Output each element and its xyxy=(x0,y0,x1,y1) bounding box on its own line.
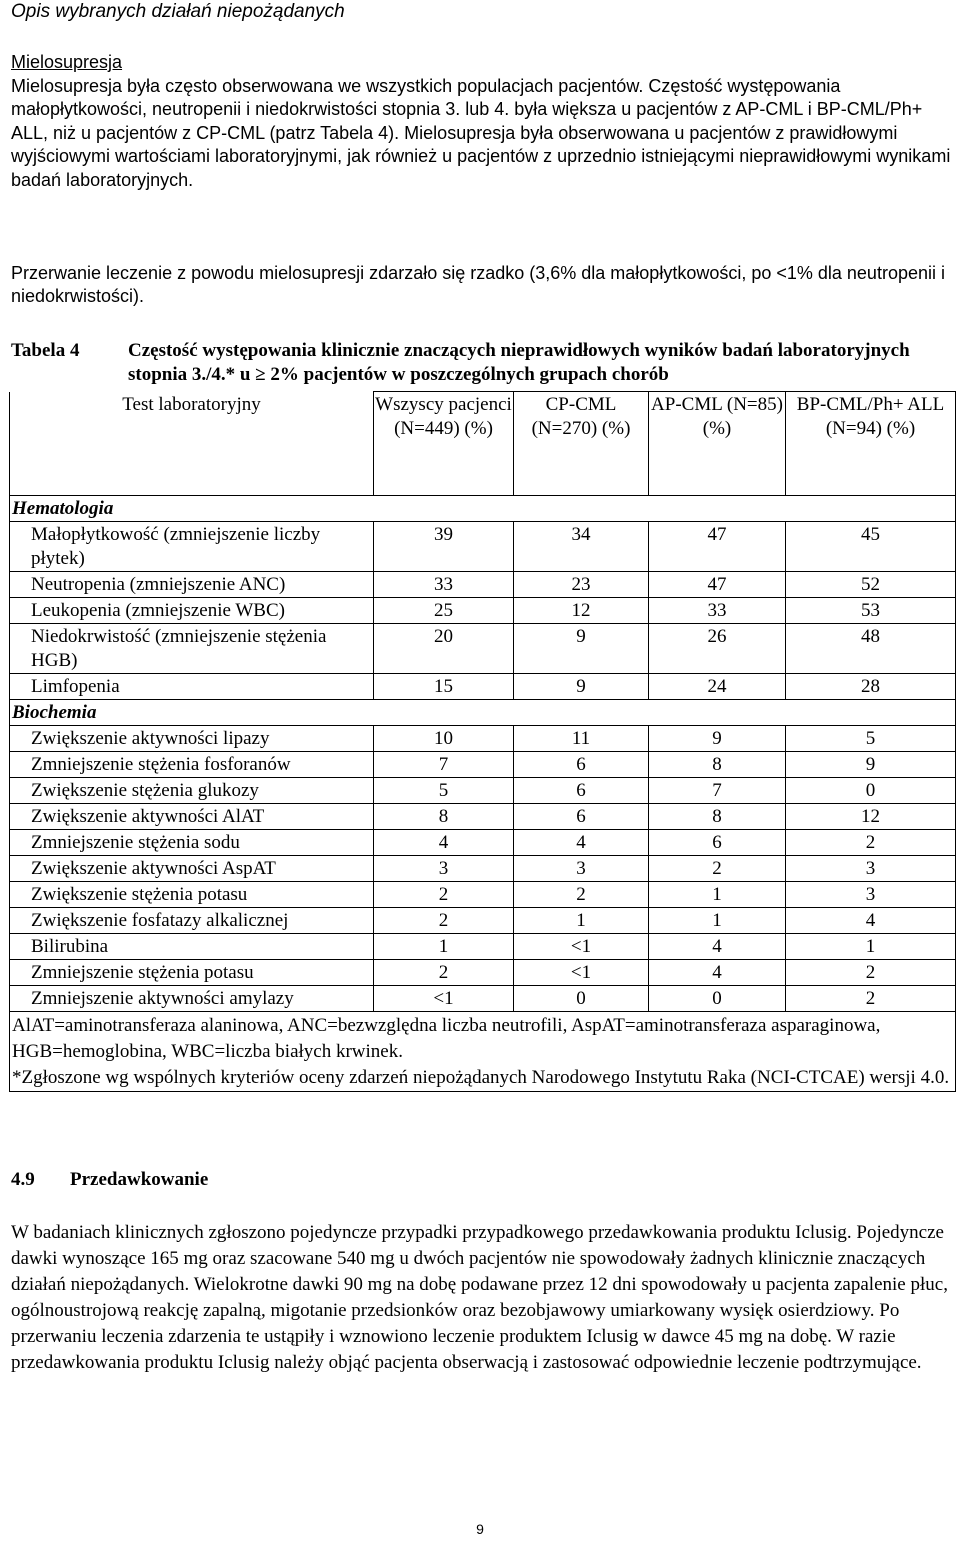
value-cell: 48 xyxy=(786,624,956,674)
lab-test-name: Zwiększenie fosfatazy alkalicznej xyxy=(10,908,374,934)
lab-test-name: Zmniejszenie stężenia potasu xyxy=(10,960,374,986)
value-cell: 47 xyxy=(649,522,786,572)
lab-test-name: Zwiększenie aktywności AlAT xyxy=(10,804,374,830)
section-title: Opis wybranych działań niepożądanych xyxy=(11,1,345,22)
value-cell: 7 xyxy=(374,752,514,778)
lab-test-name: Zwiększenie aktywności lipazy xyxy=(10,726,374,752)
value-cell: 15 xyxy=(374,674,514,700)
lab-abnormalities-table xyxy=(9,391,956,1092)
value-cell: 2 xyxy=(786,960,956,986)
table-group-row xyxy=(10,496,956,522)
value-cell: 3 xyxy=(786,856,956,882)
value-cell: <1 xyxy=(374,986,514,1012)
value-cell: 33 xyxy=(649,598,786,624)
value-cell: 8 xyxy=(374,804,514,830)
value-cell: 2 xyxy=(514,882,649,908)
value-cell: 10 xyxy=(374,726,514,752)
value-cell: 4 xyxy=(649,934,786,960)
table-row xyxy=(10,934,956,960)
table-row xyxy=(10,960,956,986)
myelosuppression-paragraph-1: Mielosupresja była często obserwowana we wszystkich populacjach pacjentów. Częstość występowania małopłytkowości, neutropenii i niedokrwistości stopnia 3. lub 4. była większa u pacjentów z AP-CML i BP-CML/Ph+ ALL, niż u pacjentów z CP-CML (patrz Tabela 4). Mielosupresja była obserwowana u pacjentów z prawidłowymi wyjściowymi wartościami laboratoryjnymi, jak również u pacjentów z uprzednio istniejącymi nieprawidłowymi wynikami badań laboratoryjnych. xyxy=(11,76,951,190)
table-row xyxy=(10,598,956,624)
overdose-paragraph: W badaniach klinicznych zgłoszono pojedyncze przypadki przypadkowego przedawkowania produktu Iclusig. Pojedyncze dawki wynoszące 165 mg oraz szacowane 540 mg u dwóch pacjentów nie spowodowały żadnych klinicznie znaczących działań niepożądanych. Wielokrotne dawki 90 mg na dobę podawane przez 12 dni spowodowały u pacjenta zapalenie płuc, ogólnoustrojową reakcję zapalną, migotanie przedsionków oraz bezobjawowy umiarkowany wysięk osierdziowy. Po przerwaniu leczenia zdarzenia te ustąpiły i wznowiono leczenie produktem Iclusig w dawce 45 mg na dobę. W razie przedawkowania produktu Iclusig należy objąć pacjenta obserwacją i zastosować odpowiednie leczenie podtrzymujące. xyxy=(11,1222,948,1373)
lab-test-name: Zwiększenie stężenia glukozy xyxy=(10,778,374,804)
header-test: Test laboratoryjny xyxy=(10,392,374,496)
value-cell: 3 xyxy=(514,856,649,882)
table-row xyxy=(10,522,956,572)
lab-test-name: Małopłytkowość (zmniejszenie liczby płytek) xyxy=(10,522,374,572)
value-cell: 9 xyxy=(514,674,649,700)
lab-test-name: Niedokrwistość (zmniejszenie stężenia HGB) xyxy=(10,624,374,674)
table-label: Tabela 4 xyxy=(11,340,80,361)
value-cell: <1 xyxy=(514,960,649,986)
value-cell: 2 xyxy=(374,882,514,908)
section-heading-text: Przedawkowanie xyxy=(70,1169,209,1190)
value-cell: 47 xyxy=(649,572,786,598)
value-cell: 52 xyxy=(786,572,956,598)
value-cell: 9 xyxy=(786,752,956,778)
value-cell: 12 xyxy=(786,804,956,830)
header-ap-cml: AP-CML (N=85) (%) xyxy=(649,392,786,496)
value-cell: 3 xyxy=(786,882,956,908)
value-cell: 8 xyxy=(649,804,786,830)
table-row xyxy=(10,624,956,674)
value-cell: 7 xyxy=(649,778,786,804)
group-heading: Biochemia xyxy=(10,700,956,726)
value-cell: 2 xyxy=(786,986,956,1012)
value-cell: 9 xyxy=(649,726,786,752)
lab-test-name: Zmniejszenie stężenia fosforanów xyxy=(10,752,374,778)
lab-test-name: Zwiększenie stężenia potasu xyxy=(10,882,374,908)
value-cell: 8 xyxy=(649,752,786,778)
value-cell: 6 xyxy=(649,830,786,856)
header-all-patients: Wszyscy pacjenci (N=449) (%) xyxy=(374,392,514,496)
lab-test-name: Zmniejszenie aktywności amylazy xyxy=(10,986,374,1012)
value-cell: 12 xyxy=(514,598,649,624)
table-row xyxy=(10,752,956,778)
myelosuppression-heading: Mielosupresja xyxy=(11,52,123,72)
value-cell: 1 xyxy=(786,934,956,960)
lab-test-name: Leukopenia (zmniejszenie WBC) xyxy=(10,598,374,624)
abbreviations-footnote: AlAT=aminotransferaza alaninowa, ANC=bezwzględna liczba neutrofili, AspAT=aminotransferaza asparaginowa, HGB=hemoglobina, WBC=liczba białych krwinek. xyxy=(12,1015,881,1062)
value-cell: 26 xyxy=(649,624,786,674)
table-row xyxy=(10,804,956,830)
value-cell: 39 xyxy=(374,522,514,572)
value-cell: 0 xyxy=(514,986,649,1012)
table-row xyxy=(10,986,956,1012)
lab-test-name: Bilirubina xyxy=(10,934,374,960)
value-cell: 0 xyxy=(649,986,786,1012)
value-cell: 6 xyxy=(514,752,649,778)
table-row xyxy=(10,830,956,856)
value-cell: 23 xyxy=(514,572,649,598)
value-cell: <1 xyxy=(514,934,649,960)
group-heading: Hematologia xyxy=(10,496,956,522)
ctcae-footnote: *Zgłoszone wg wspólnych kryteriów oceny zdarzeń niepożądanych Narodowego Instytutu Raka (NCI-CTCAE) wersji 4.0. xyxy=(12,1067,950,1088)
value-cell: 6 xyxy=(514,804,649,830)
table-row xyxy=(10,572,956,598)
value-cell: 2 xyxy=(786,830,956,856)
lab-test-name: Neutropenia (zmniejszenie ANC) xyxy=(10,572,374,598)
value-cell: 33 xyxy=(374,572,514,598)
value-cell: 5 xyxy=(786,726,956,752)
myelosuppression-paragraph-2: Przerwanie leczenie z powodu mielosupresji zdarzało się rzadko (3,6% dla małopłytkowości, po <1% dla neutropenii i niedokrwistości). xyxy=(11,263,945,307)
value-cell: 4 xyxy=(374,830,514,856)
header-cp-cml: CP-CML (N=270) (%) xyxy=(514,392,649,496)
overdose-heading xyxy=(11,1167,208,1193)
table-row xyxy=(10,778,956,804)
value-cell: 9 xyxy=(514,624,649,674)
page-number: 9 xyxy=(476,1521,484,1537)
value-cell: 0 xyxy=(786,778,956,804)
value-cell: 4 xyxy=(786,908,956,934)
table-footnotes xyxy=(10,1012,956,1092)
lab-test-name: Zmniejszenie stężenia sodu xyxy=(10,830,374,856)
value-cell: 1 xyxy=(649,908,786,934)
value-cell: 4 xyxy=(649,960,786,986)
value-cell: 45 xyxy=(786,522,956,572)
value-cell: 1 xyxy=(514,908,649,934)
table-row xyxy=(10,856,956,882)
value-cell: 1 xyxy=(649,882,786,908)
value-cell: 34 xyxy=(514,522,649,572)
table-row xyxy=(10,674,956,700)
value-cell: 4 xyxy=(514,830,649,856)
value-cell: 3 xyxy=(374,856,514,882)
value-cell: 2 xyxy=(374,908,514,934)
value-cell: 1 xyxy=(374,934,514,960)
value-cell: 5 xyxy=(374,778,514,804)
table-footnote-row xyxy=(10,1012,956,1092)
value-cell: 2 xyxy=(649,856,786,882)
value-cell: 28 xyxy=(786,674,956,700)
lab-test-name: Limfopenia xyxy=(10,674,374,700)
table-row xyxy=(10,726,956,752)
table-group-row xyxy=(10,700,956,726)
table-row xyxy=(10,882,956,908)
value-cell: 25 xyxy=(374,598,514,624)
value-cell: 53 xyxy=(786,598,956,624)
section-number: 4.9 xyxy=(11,1169,35,1190)
lab-test-name: Zwiększenie aktywności AspAT xyxy=(10,856,374,882)
value-cell: 24 xyxy=(649,674,786,700)
value-cell: 20 xyxy=(374,624,514,674)
value-cell: 2 xyxy=(374,960,514,986)
table-title: Częstość występowania klinicznie znaczących nieprawidłowych wyników badań laboratoryjnych stopnia 3./4.* u ≥ 2% pacjentów w poszczególnych grupach chorób xyxy=(128,340,910,385)
value-cell: 11 xyxy=(514,726,649,752)
table-header-row xyxy=(10,392,956,496)
value-cell: 6 xyxy=(514,778,649,804)
table-row xyxy=(10,908,956,934)
header-bp-cml: BP-CML/Ph+ ALL (N=94) (%) xyxy=(786,392,956,496)
